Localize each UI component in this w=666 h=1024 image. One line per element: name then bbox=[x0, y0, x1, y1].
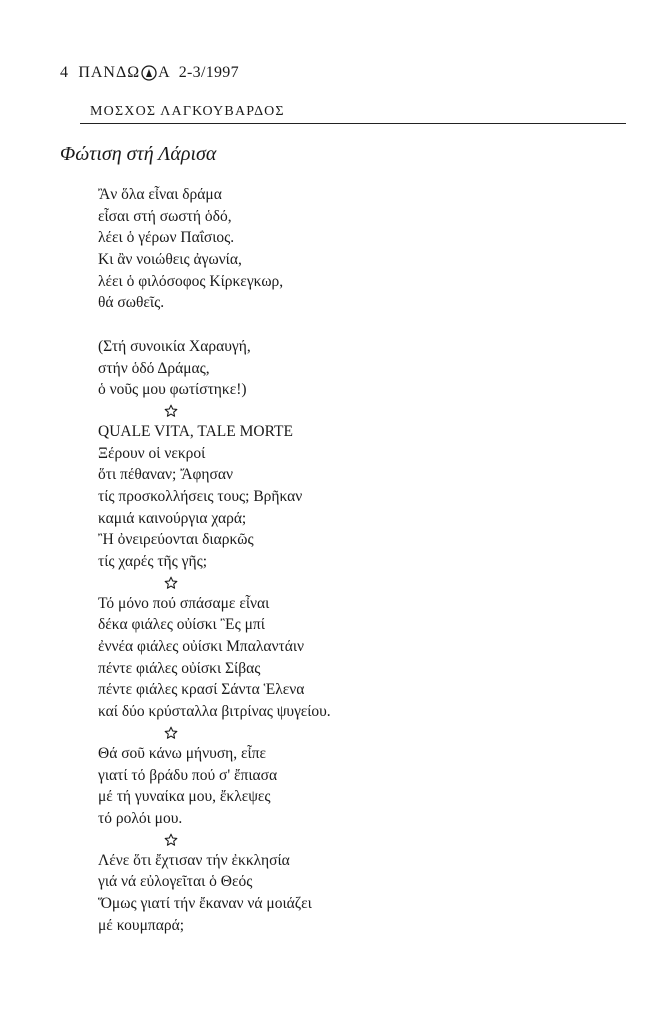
stanza-gap bbox=[98, 314, 618, 336]
star-icon bbox=[164, 576, 178, 590]
section-divider bbox=[98, 723, 618, 743]
poem-line: Ὅμως γιατί τήν ἔκαναν νά μοιάζει bbox=[98, 894, 312, 912]
author-name: ΜΟΣΧΟΣ ΛΑΓΚΟΥΒΑΡΔΟΣ bbox=[90, 104, 285, 119]
section-divider bbox=[98, 573, 618, 593]
poem-line: τίς προσκολλήσεις τους; Βρῆκαν bbox=[98, 487, 303, 505]
magazine-logo-icon bbox=[141, 65, 157, 81]
poem-line: Λένε ὅτι ἔχτισαν τήν ἐκκλησία bbox=[98, 851, 290, 869]
poem-line: μέ τή γυναίκα μου, ἔκλεψες bbox=[98, 788, 271, 806]
poem-body bbox=[98, 184, 618, 936]
magazine-title bbox=[78, 64, 170, 82]
poem-line: Θά σοῦ κάνω μήνυση, εἶπε bbox=[98, 744, 267, 762]
star-icon bbox=[164, 833, 178, 847]
poem-line: λέει ὁ γέρων Παΐσιος. bbox=[98, 229, 235, 247]
star-icon bbox=[164, 726, 178, 740]
poem-line: στήν ὁδό Δράμας, bbox=[98, 359, 210, 377]
poem-line: ὅτι πέθαναν; Ἄφησαν bbox=[98, 466, 234, 484]
poem-title: Φώτιση στή Λάρισα bbox=[60, 143, 217, 165]
poem-line: γιατί τό βράδυ πού σ' ἔπιασα bbox=[98, 766, 278, 784]
poem-line: Ἂν ὅλα εἶναι δράμα bbox=[98, 186, 222, 203]
poem-line: Τό μόνο πού σπάσαμε εἶναι bbox=[98, 594, 270, 612]
poem-line: θά σωθεῖς. bbox=[98, 294, 165, 312]
issue-number: 2-3/1997 bbox=[178, 64, 239, 81]
poem-line: γιά νά εὐλογεῖται ὁ Θεός bbox=[98, 873, 253, 891]
poem-line: ἐννέα φιάλες οὐίσκι Μπαλαντάιν bbox=[98, 638, 305, 656]
poem-line: τίς χαρές τῆς γῆς; bbox=[98, 553, 208, 570]
running-head bbox=[60, 64, 239, 82]
poem-line: εἶσαι στή σωστή ὁδό, bbox=[98, 207, 232, 225]
section-divider bbox=[98, 830, 618, 850]
poem-line: Ἢ ὀνειρεύονται διαρκῶς bbox=[98, 531, 254, 549]
poem-line: ὁ νοῦς μου φωτίστηκε!) bbox=[98, 381, 247, 399]
poem-line: (Στή συνοικία Χαραυγή, bbox=[98, 337, 251, 355]
magazine-title-right: Α bbox=[158, 64, 171, 81]
section-divider bbox=[98, 401, 618, 421]
poem-line: πέντε φιάλες οὐίσκι Σίβας bbox=[98, 659, 261, 677]
poem-line: τό ρολόι μου. bbox=[98, 809, 183, 827]
poem-line: καί δύο κρύσταλλα βιτρίνας ψυγείου. bbox=[98, 703, 331, 721]
poem-line: πέντε φιάλες κρασί Σάντα Ἑλενα bbox=[98, 681, 305, 699]
poem-line: Ξέρουν οἱ νεκροί bbox=[98, 444, 206, 462]
star-icon bbox=[164, 404, 178, 418]
magazine-title-left: ΠΑΝΔΩ bbox=[78, 64, 141, 81]
poem-line: QUALE VITA, TALE MORTE bbox=[98, 422, 293, 440]
poem-line: δέκα φιάλες οὐίσκι Ἒς μπί bbox=[98, 616, 265, 634]
page-number: 4 bbox=[60, 64, 69, 81]
poem-line: καμιά καινούργια χαρά; bbox=[98, 509, 247, 527]
poem-line: μέ κουμπαρά; bbox=[98, 916, 185, 934]
header-rule bbox=[80, 123, 626, 124]
poem-line: Κι ἂν νοιώθεις ἀγωνία, bbox=[98, 251, 242, 269]
poem-line: λέει ὁ φιλόσοφος Κίρκεγκωρ, bbox=[98, 272, 284, 290]
